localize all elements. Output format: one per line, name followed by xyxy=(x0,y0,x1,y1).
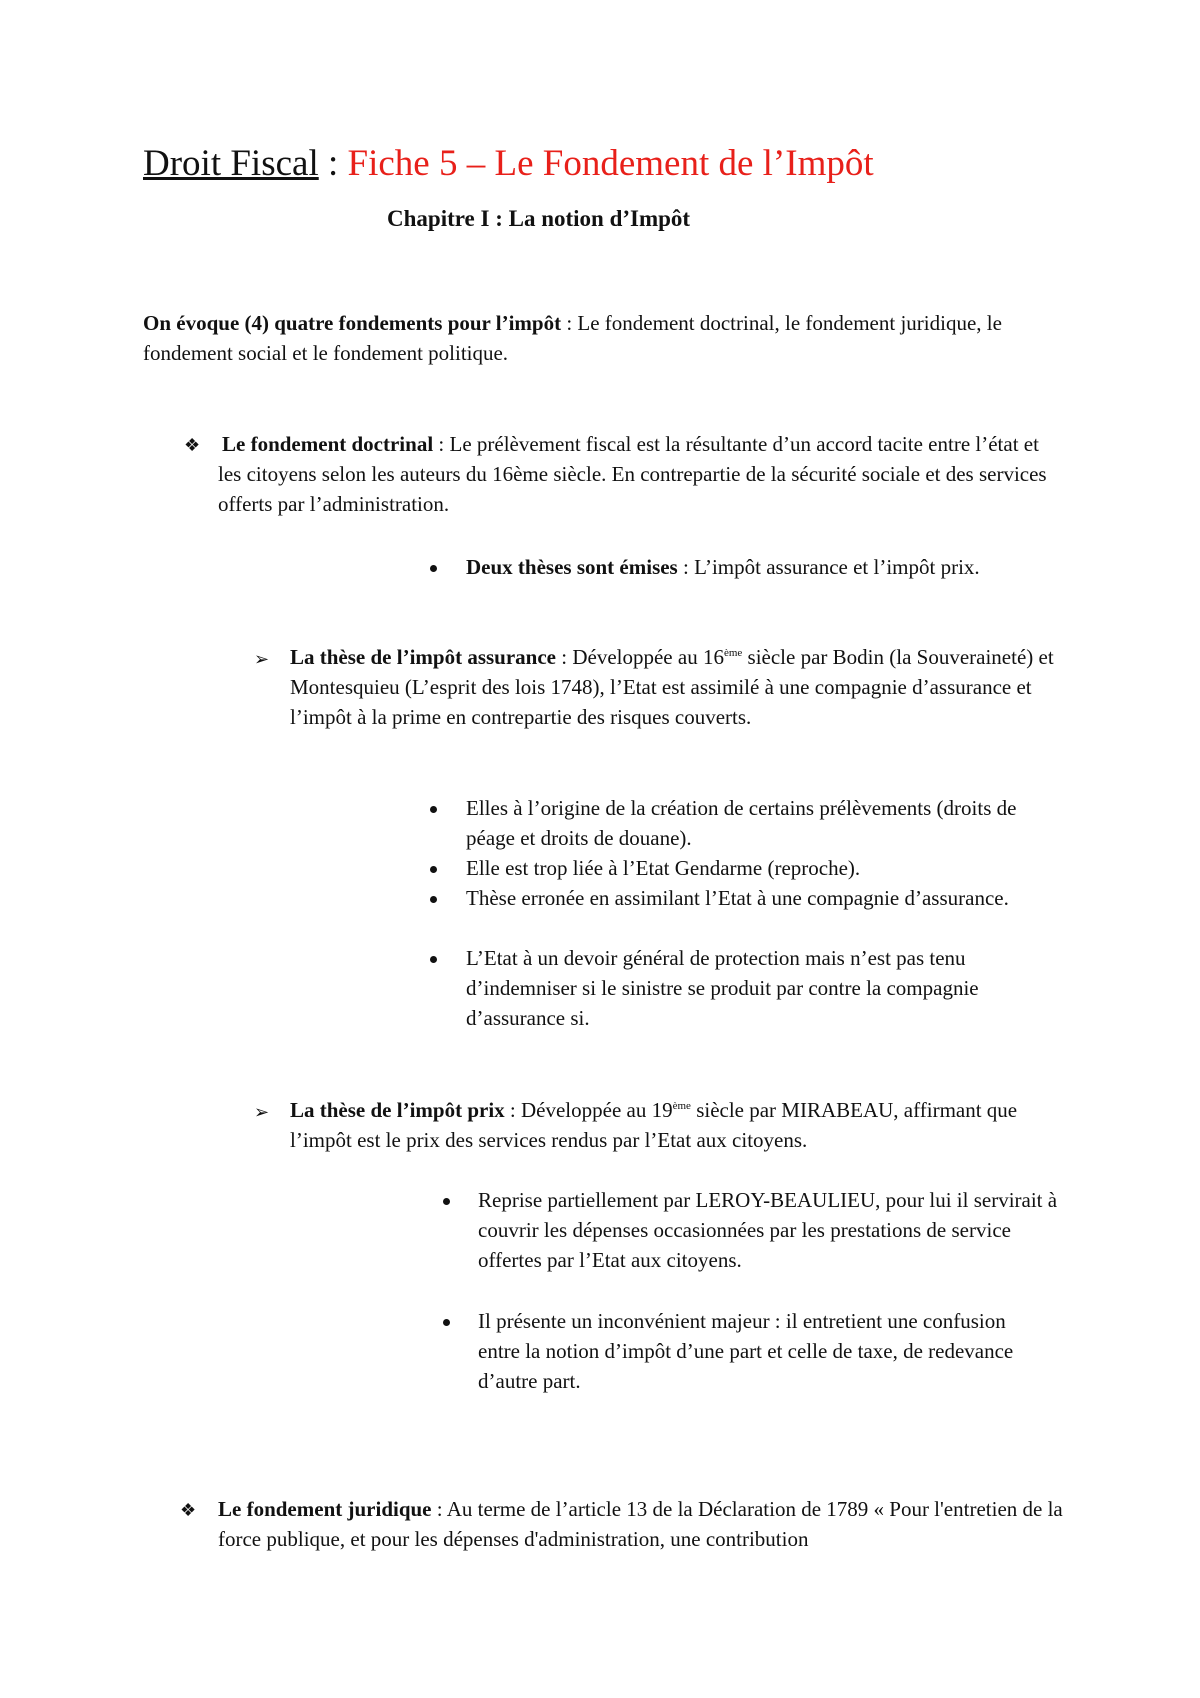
assurance-bold: La thèse de l’impôt assurance xyxy=(290,645,556,669)
juridique-bold: Le fondement juridique xyxy=(218,1497,432,1521)
doctrinal-bold: Le fondement doctrinal xyxy=(222,432,434,456)
intro-bold: On évoque (4) quatre fondements pour l’impôt xyxy=(143,311,562,335)
page-title xyxy=(143,142,874,186)
prix-text-before: : Développée au 19 xyxy=(504,1098,673,1122)
assurance-sup: ème xyxy=(723,647,743,659)
prix-point: Il présente un inconvénient majeur : il entretient une confusion entre la notion d’impôt d’une part et celle de taxe, de redevance d’autre part. xyxy=(478,1309,1014,1393)
title-separator: : xyxy=(318,143,348,184)
prix-sup: ème xyxy=(672,1100,691,1112)
round-bullet-icon xyxy=(443,1198,450,1205)
prix-text-after: siècle par MIRABEAU, affirmant que l’impôt est le prix des services rendus par l’Etat aux citoyens. xyxy=(290,1098,1018,1152)
doctrinal-paragraph xyxy=(218,429,1060,519)
assurance-point: L’Etat à un devoir général de protection mais n’est pas tenu d’indemniser si le sinistre se produit par contre la compagnie d’assurance si. xyxy=(466,946,979,1030)
juridique-paragraph xyxy=(218,1494,1068,1554)
theses-paragraph xyxy=(466,552,1086,582)
title-subject: Droit Fiscal xyxy=(143,143,319,184)
assurance-text-after: siècle par Bodin (la Souveraineté) et Montesquieu (L’esprit des lois 1748), l’Etat est assimilé à une compagnie d’assurance et l’impôt à la prime en contrepartie des risques couverts. xyxy=(290,645,1054,729)
assurance-point: Elle est trop liée à l’Etat Gendarme (reproche). xyxy=(466,856,861,880)
arrowhead-bullet-icon: ➢ xyxy=(254,649,270,669)
round-bullet-icon xyxy=(443,1319,450,1326)
prix-point: Reprise partiellement par LEROY-BEAULIEU, pour lui il servirait à couvrir les dépenses occasionnées par les prestations de service offertes par l’Etat aux citoyens. xyxy=(478,1188,1058,1272)
intro-text: : Le fondement doctrinal, le fondement juridique, le fondement social et le fondement politique. xyxy=(143,311,1002,365)
theses-bold: Deux thèses sont émises xyxy=(466,555,678,579)
doctrinal-text: : Le prélèvement fiscal est la résultante d’un accord tacite entre l’état et les citoyens selon les auteurs du 16ème siècle. En contrepartie de la sécurité sociale et des services offerts par l’administration. xyxy=(218,432,1047,516)
round-bullet-icon xyxy=(430,806,437,813)
prix-paragraph xyxy=(290,1095,1050,1155)
intro-paragraph xyxy=(143,308,1043,368)
assurance-point: Thèse erronée en assimilant l’Etat à une compagnie d’assurance. xyxy=(466,886,1009,910)
assurance-paragraph xyxy=(290,642,1070,732)
round-bullet-icon xyxy=(430,565,437,572)
title-topic: Fiche 5 – Le Fondement de l’Impôt xyxy=(347,143,874,184)
juridique-text: : Au terme de l’article 13 de la Déclaration de 1789 « Pour l'entretien de la force publique, et pour les dépenses d'administration, une contribution xyxy=(218,1497,1063,1551)
assurance-point: Elles à l’origine de la création de certains prélèvements (droits de péage et droits de douane). xyxy=(466,796,1017,850)
round-bullet-icon xyxy=(430,866,437,873)
assurance-text-before: : Développée au 16 xyxy=(556,645,724,669)
arrowhead-bullet-icon: ➢ xyxy=(254,1102,270,1122)
round-bullet-icon xyxy=(430,956,437,963)
chapter-heading: Chapitre I : La notion d’Impôt xyxy=(387,206,691,231)
four-diamond-bullet-icon: ❖ xyxy=(180,1500,197,1520)
theses-text: : L’impôt assurance et l’impôt prix. xyxy=(677,555,980,579)
four-diamond-bullet-icon: ❖ xyxy=(184,435,201,455)
prix-bold: La thèse de l’impôt prix xyxy=(290,1098,505,1122)
round-bullet-icon xyxy=(430,896,437,903)
